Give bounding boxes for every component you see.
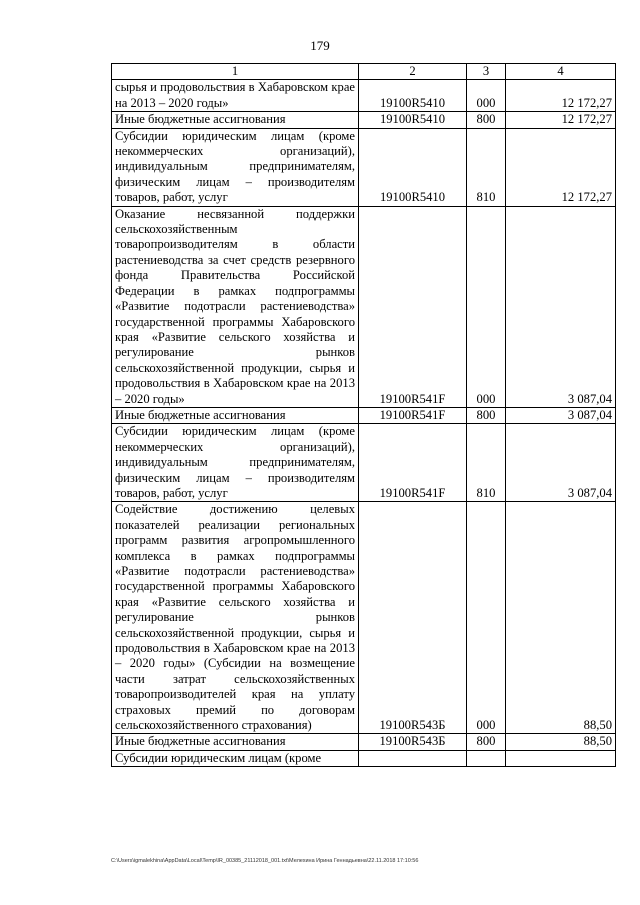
row-expense-type: 000 bbox=[467, 80, 506, 112]
table-row bbox=[112, 750, 616, 766]
row-target-code: 19100R543Б bbox=[359, 734, 467, 750]
row-expense-type: 800 bbox=[467, 734, 506, 750]
table-row bbox=[112, 407, 616, 423]
row-description: Субсидии юридическим лицам (кроме bbox=[112, 750, 359, 766]
table-row bbox=[112, 206, 616, 407]
row-amount: 12 172,27 bbox=[506, 112, 616, 128]
row-expense-type: 800 bbox=[467, 112, 506, 128]
file-path-footer: C:\Users\igmalekhina\AppData\Local\Temp\IR_00385_21112018_001.txt\Мелехина Ирина Геннадьевна\22.11.2018 17:10:56 bbox=[111, 858, 419, 864]
table-row bbox=[112, 424, 616, 502]
row-amount: 12 172,27 bbox=[506, 80, 616, 112]
row-target-code: 19100R541F bbox=[359, 407, 467, 423]
table-row bbox=[112, 80, 616, 112]
row-expense-type bbox=[467, 750, 506, 766]
table-row bbox=[112, 112, 616, 128]
col-header-1: 1 bbox=[112, 64, 359, 80]
row-expense-type: 810 bbox=[467, 424, 506, 502]
col-header-3: 3 bbox=[467, 64, 506, 80]
row-target-code: 19100R543Б bbox=[359, 502, 467, 734]
row-description: Иные бюджетные ассигнования bbox=[112, 112, 359, 128]
row-expense-type: 000 bbox=[467, 502, 506, 734]
col-header-4: 4 bbox=[506, 64, 616, 80]
row-target-code: 19100R5410 bbox=[359, 80, 467, 112]
row-target-code: 19100R5410 bbox=[359, 128, 467, 206]
row-amount: 3 087,04 bbox=[506, 424, 616, 502]
row-expense-type: 810 bbox=[467, 128, 506, 206]
row-amount: 3 087,04 bbox=[506, 206, 616, 407]
row-description: сырья и продовольствия в Хабаровском крае на 2013 – 2020 годы» bbox=[112, 80, 359, 112]
header-row bbox=[112, 64, 616, 80]
row-amount: 88,50 bbox=[506, 734, 616, 750]
row-expense-type: 000 bbox=[467, 206, 506, 407]
page-number: 179 bbox=[310, 38, 330, 53]
row-description: Субсидии юридическим лицам (кроме некоммерческих организаций), индивидуальным предпринимателям, физическим лицам – производителям товаров, работ, услуг bbox=[112, 128, 359, 206]
row-amount: 3 087,04 bbox=[506, 407, 616, 423]
budget-table bbox=[111, 63, 616, 767]
row-target-code bbox=[359, 750, 467, 766]
row-description: Иные бюджетные ассигнования bbox=[112, 734, 359, 750]
row-target-code: 19100R541F bbox=[359, 206, 467, 407]
table-row bbox=[112, 128, 616, 206]
col-header-2: 2 bbox=[359, 64, 467, 80]
row-amount: 12 172,27 bbox=[506, 128, 616, 206]
row-amount: 88,50 bbox=[506, 502, 616, 734]
row-description: Иные бюджетные ассигнования bbox=[112, 407, 359, 423]
table-row bbox=[112, 502, 616, 734]
row-amount bbox=[506, 750, 616, 766]
row-description: Субсидии юридическим лицам (кроме некоммерческих организаций), индивидуальным предпринимателям, физическим лицам – производителям товаров, работ, услуг bbox=[112, 424, 359, 502]
row-target-code: 19100R541F bbox=[359, 424, 467, 502]
row-target-code: 19100R5410 bbox=[359, 112, 467, 128]
table-row bbox=[112, 734, 616, 750]
row-description: Оказание несвязанной поддержки сельскохозяйственным товаропроизводителям в области растениеводства за счет средств резервного фонда Правительства Российской Федерации в рамках подпрограммы «Развитие подотрасли растениеводства» государственной программы Хабаровского края «Развитие сельского хозяйства и регулирование рынков сельскохозяйственной продукции, сырья и продовольствия в Хабаровском крае на 2013 – 2020 годы» bbox=[112, 206, 359, 407]
row-description: Содействие достижению целевых показателей реализации региональных программ развития агропромышленного комплекса в рамках подпрограммы «Развитие подотрасли растениеводства» государственной программы Хабаровского края «Развитие сельского хозяйства и регулирование рынков сельскохозяйственной продукции, сырья и продовольствия в Хабаровском крае на 2013 – 2020 годы» (Субсидии на возмещение части затрат сельскохозяйственных товаропроизводителей края на уплату страховых премий по договорам сельскохозяйственного страхования) bbox=[112, 502, 359, 734]
row-expense-type: 800 bbox=[467, 407, 506, 423]
